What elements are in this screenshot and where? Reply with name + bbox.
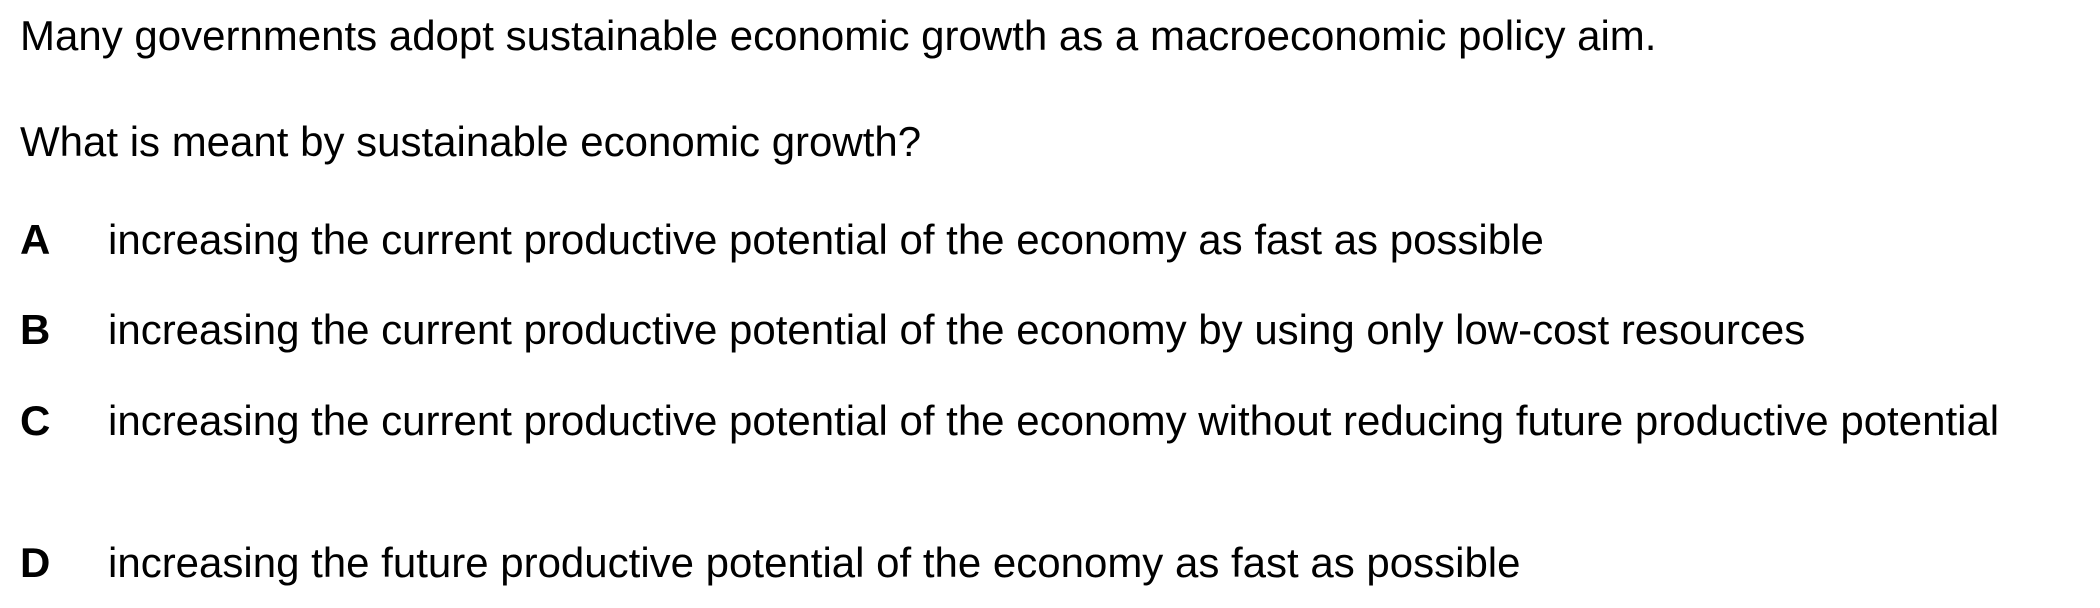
option-letter: C [20, 397, 51, 444]
option-letter: D [20, 539, 51, 586]
option-text: increasing the current productive potential of the economy without reducing future productive potential [108, 397, 2000, 444]
question-prompt: What is meant by sustainable economic growth? [20, 118, 922, 165]
question-context: Many governments adopt sustainable economic growth as a macroeconomic policy aim. [20, 12, 1657, 59]
option-text: increasing the future productive potential of the economy as fast as possible [108, 539, 1521, 586]
option-text: increasing the current productive potential of the economy as fast as possible [108, 216, 1544, 263]
option-text: increasing the current productive potential of the economy by using only low-cost resources [108, 306, 1806, 353]
option-letter: B [20, 306, 51, 353]
option-letter: A [20, 216, 51, 263]
